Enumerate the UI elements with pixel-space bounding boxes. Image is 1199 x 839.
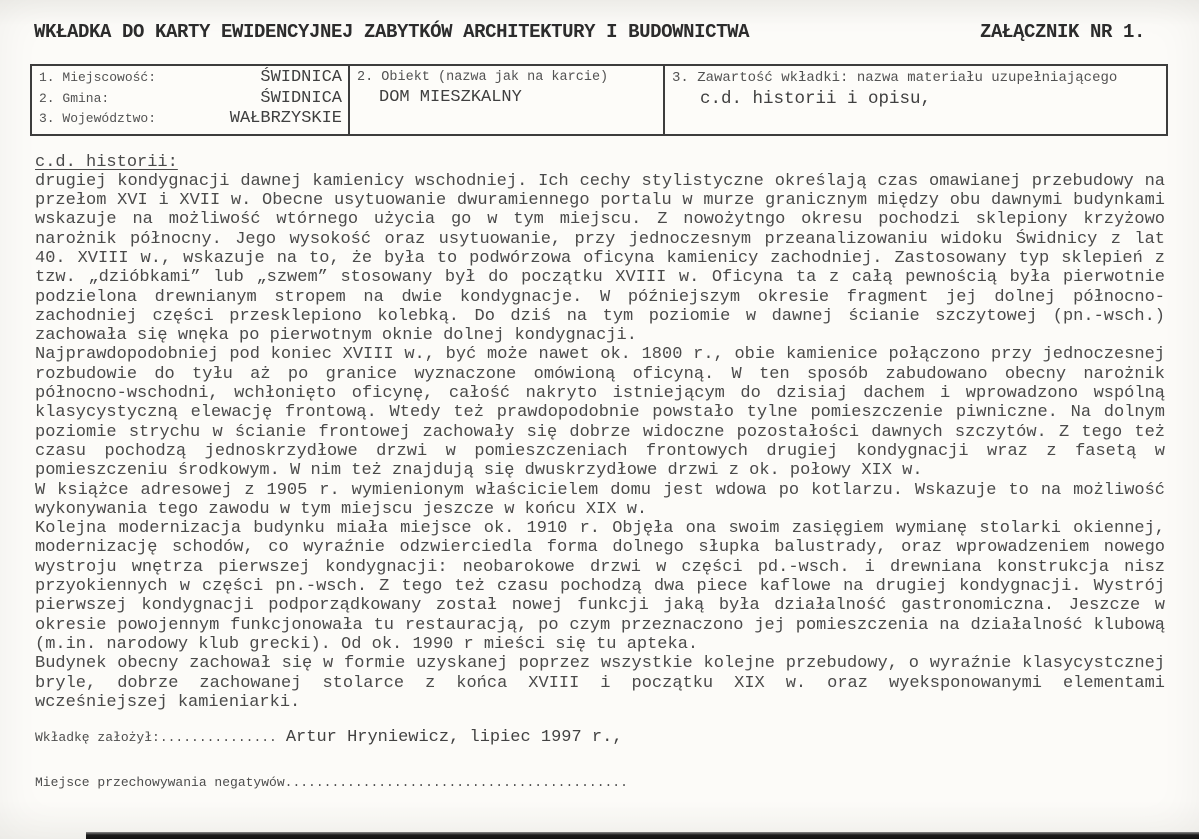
- miejscowosc-label: 1. Miejscowość:: [39, 70, 157, 85]
- section-heading-row: [35, 153, 1165, 172]
- created-by-dots: ...............: [159, 730, 277, 746]
- gmina-label: 2. Gmina:: [39, 90, 110, 106]
- document-header: [0, 0, 1199, 43]
- document-footer: [35, 728, 1165, 790]
- paragraph: W książce adresowej z 1905 r. wymienionym właścicielem domu jest wdowa po kotlarzu. Wskazuje to na możliwość wykonywania tego zawodu w tym miejscu jeszcze w końcu XIX w.: [35, 480, 1165, 519]
- section-heading: c.d. historii:: [35, 152, 178, 172]
- cell-content: [663, 66, 1166, 134]
- object-label: 2. Obiekt (nazwa jak na karcie): [357, 70, 609, 85]
- wojewodztwo-value: WAŁBRZYSKIE: [229, 109, 342, 128]
- created-by-value: Artur Hryniewicz, lipiec 1997 r.,: [285, 728, 623, 748]
- cell-location: [32, 66, 348, 134]
- created-by-label: Wkładkę założył:: [35, 730, 160, 746]
- paragraph: Najprawdopodobniej pod koniec XVIII w., być może nawet ok. 1800 r., obie kamienice połączono przy jednoczesnej rozbudowie do tyłu aż po granice wyznaczone omówioną oficyną. W ten sposób zabudowano obecny narożnik północno-wschodni, wchłonięto oficynę, całość nakryto istniejącym do dzisiaj dachem i wprowadzono wspólną klasycystyczną elewację frontową. Wtedy też prawdopodobnie powstało tylne pomieszczenie piwniczne. Na dolnym poziomie strychu w ścianie frontowej zachowały się dobrze widoczne pozostałości dawnych szczytów. Z tego też czasu pochodzą jednoskrzydłowe drzwi w pomieszczeniach frontowych drugiej kondygnacji wraz z fasetą w pomieszczeniu środkowym. W nim też znajdują się dwuskrzydłowe drzwi z ok. połowy XIX w.: [35, 345, 1165, 481]
- content-label: 3. Zawartość wkładki: nazwa materiału uzupełniającego: [672, 70, 1118, 86]
- row-miejscowosc: [39, 68, 342, 89]
- gmina-value: ŚWIDNICA: [260, 88, 342, 108]
- scanner-edge-artifact: [86, 832, 1199, 839]
- miejscowosc-value: ŚWIDNICA: [260, 68, 342, 87]
- paragraph: Kolejna modernizacja budynku miała miejsce ok. 1910 r. Objęła ona swoim zasięgiem wymianę stolarki okiennej, modernizację schodów, co wyraźnie odzwierciedla forma dolnego słupka balustrady, oraz wprowadzeniem nowego wystroju wnętrza pierwszej kondygnacji: neobarokowe drzwi w części pd.-wsch. i drewniana konstrukcja nisz przyokiennych w części pn.-wsch. Z tego też czasu pochodzą dwa piece kaflowe na drugiej kondygnacji. Wystrój pierwszej kondygnacji podporządkowany został nowej funkcji jaką była działalność gastronomiczna. Jeszcze w okresie powojennym funkcjonowała tu restauracją, po czym przeznaczono jej pomieszczenia na działalność klubową (m.in. narodowy klub grecki). Od ok. 1990 r mieści się tu apteka.: [35, 519, 1165, 654]
- page-title: WKŁADKA DO KARTY EWIDENCYJNEJ ZABYTKÓW ARCHITEKTURY I BUDOWNICTWA: [34, 21, 750, 43]
- content-value: c.d. historii i opisu,: [700, 89, 932, 109]
- row-wojewodztwo: [39, 109, 342, 130]
- paragraph: Budynek obecny zachował się w formie uzyskanej poprzez wszystkie kolejne przebudowy, o wyraźnie klasycystcznej bryle, dobrze zachowanej stolarce z końca XVIII i początku XIX w. oraz wyeksponowanymi elementami wcześniejszej kamieniarki.: [35, 654, 1165, 712]
- negatives-label: Miejsce przechowywania negatywów: [35, 775, 285, 791]
- attachment-label: ZAŁĄCZNIK NR 1.: [979, 21, 1145, 43]
- negatives-row: [35, 775, 1165, 790]
- wojewodztwo-label: 3. Województwo:: [39, 111, 157, 126]
- info-table: [30, 64, 1168, 136]
- cell-object: [348, 66, 663, 134]
- history-section: [35, 153, 1165, 713]
- history-text: [35, 172, 1165, 712]
- negatives-dots: ............................................: [284, 775, 628, 791]
- object-value: DOM MIESZKALNY: [379, 88, 522, 107]
- created-by-row: [35, 728, 1165, 747]
- row-gmina: [39, 89, 342, 110]
- paragraph: drugiej kondygnacji dawnej kamienicy wschodniej. Ich cechy stylistyczne określają czas omawianej przebudowy na przełom XVI i XVII w. Obecne usytuowanie dwuramiennego portalu w murze granicznym między obu dawnymi budynkami wskazuje na możliwość wtórnego użycia go w tym miejscu. Z nowożytngo okresu pochodzi sklepiony krzyżowo narożnik północny. Jego wysokość oraz usytuowanie, przy jednoczesnym przeanalizowaniu widoku Świdnicy z lat 40. XVIII w., wskazuje na to, że była to podwórzowa oficyna kamienicy zachodniej. Zastosowany typ sklepień z tzw. „dzióbkami” lub „szwem” stosowany był do początku XVIII w. Oficyna ta z całą pewnością była pierwotnie podzielona drewnianym stropem na dwie kondygnacje. W późniejszym okresie fragment jej dolnej północno-zachodniej części przesklepiono kolebką. Do dziś na tym poziomie w dawnej ścianie szczytowej (pn.-wsch.) zachowała się wnęka po pierwotnym oknie dolnej kondygnacji.: [35, 171, 1165, 346]
